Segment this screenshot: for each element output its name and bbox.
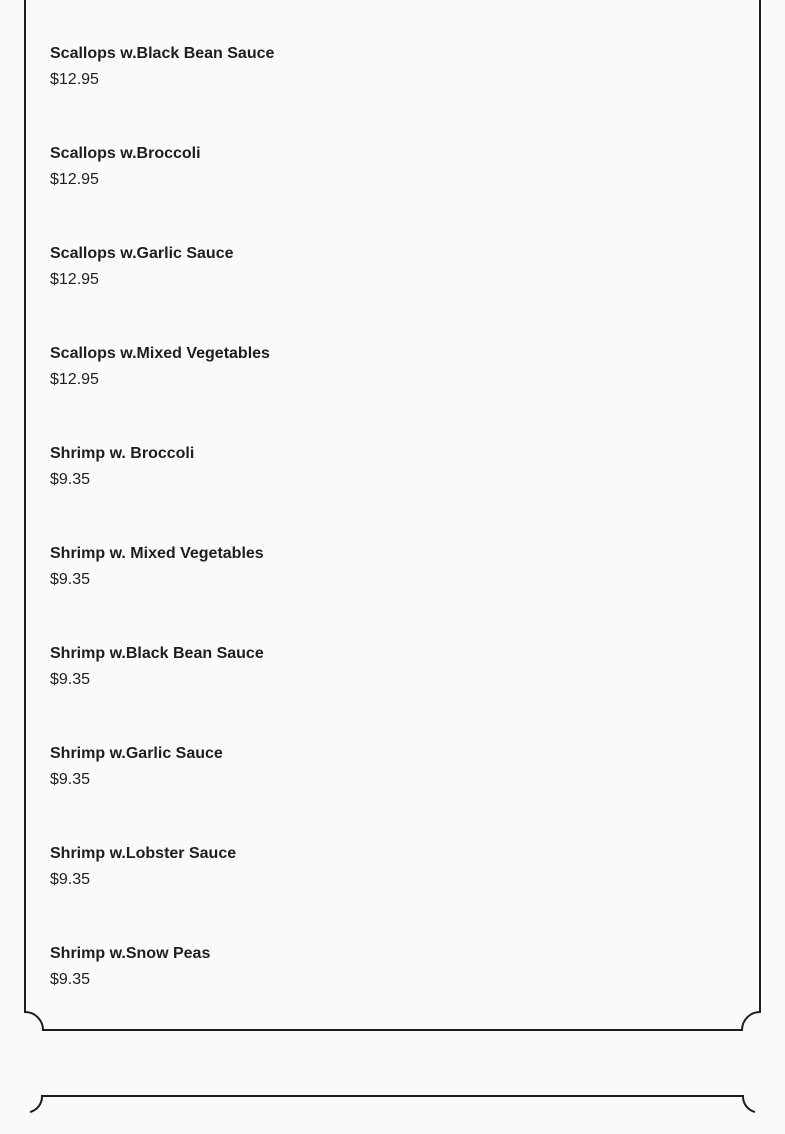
menu-item[interactable] <box>50 144 730 244</box>
menu-item-name: Scallops w.Mixed Vegetables <box>50 345 270 362</box>
menu-item[interactable] <box>50 844 730 944</box>
menu-item-name: Scallops w.Broccoli <box>50 145 201 162</box>
menu-item-price: $9.35 <box>50 471 91 488</box>
menu-item-price: $9.35 <box>50 971 91 988</box>
menu-item-name: Scallops w.Garlic Sauce <box>50 245 234 262</box>
menu-item-price: $12.95 <box>50 371 99 388</box>
menu-item-price: $9.35 <box>50 571 91 588</box>
menu-item-name: Shrimp w.Lobster Sauce <box>50 845 237 862</box>
menu-item-price: $9.35 <box>50 671 91 688</box>
menu-item-name: Scallops w.Black Bean Sauce <box>50 45 275 62</box>
next-panel-frame <box>30 1094 755 1134</box>
menu-item-price: $12.95 <box>50 171 99 188</box>
menu-item-name: Shrimp w.Snow Peas <box>50 945 211 962</box>
menu-item-list <box>50 44 730 1044</box>
menu-item-price: $9.35 <box>50 871 91 888</box>
menu-item-name: Shrimp w. Broccoli <box>50 445 195 462</box>
menu-item-name: Shrimp w. Mixed Vegetables <box>50 545 264 562</box>
menu-item-name: Shrimp w.Black Bean Sauce <box>50 645 264 662</box>
menu-item[interactable] <box>50 44 730 144</box>
menu-item[interactable] <box>50 344 730 444</box>
menu-item[interactable] <box>50 444 730 544</box>
menu-item-name: Shrimp w.Garlic Sauce <box>50 745 223 762</box>
menu-item[interactable] <box>50 544 730 644</box>
menu-item-price: $12.95 <box>50 271 99 288</box>
next-menu-panel <box>30 1094 755 1134</box>
menu-item[interactable] <box>50 644 730 744</box>
menu-item-price: $12.95 <box>50 71 99 88</box>
menu-item[interactable] <box>50 244 730 344</box>
menu-item[interactable] <box>50 744 730 844</box>
menu-item[interactable] <box>50 944 730 1044</box>
menu-panel <box>24 0 761 1031</box>
menu-item-price: $9.35 <box>50 771 91 788</box>
